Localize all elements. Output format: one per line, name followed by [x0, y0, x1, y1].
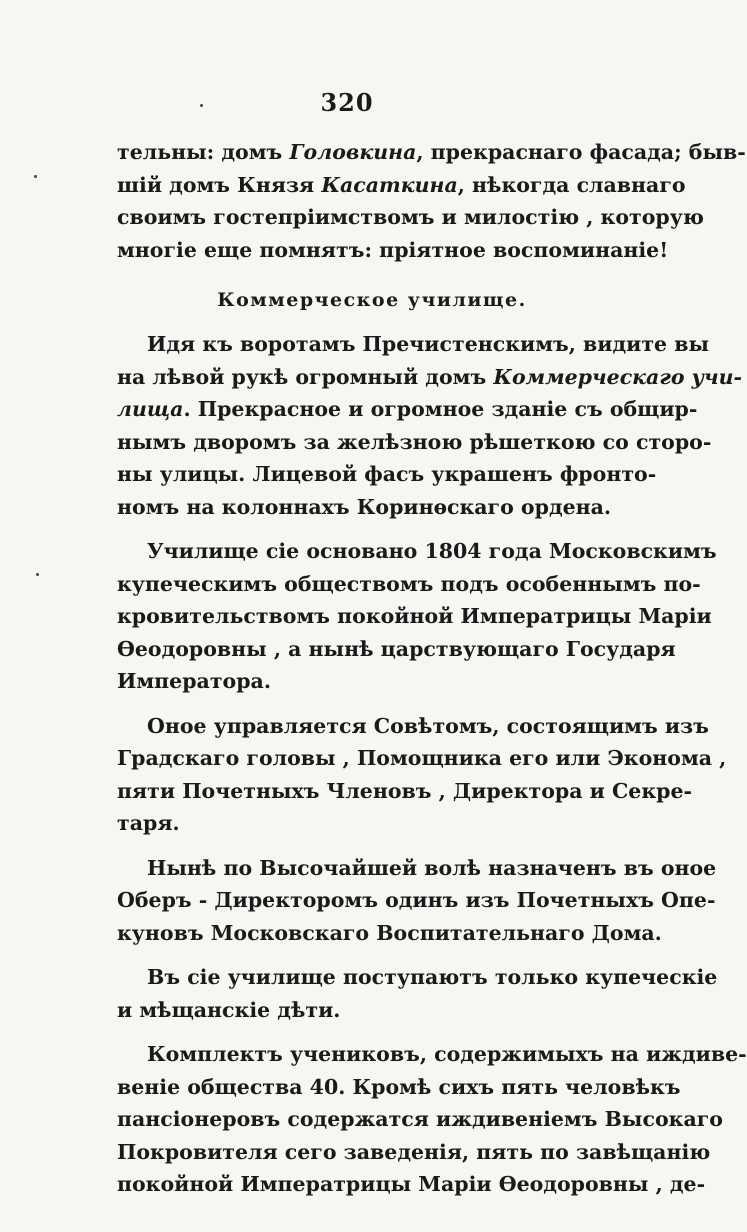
text-line: Градскаго головы , Помощника его или Эконома , — [117, 746, 727, 770]
text-line: купеческимъ обществомъ подъ особеннымъ по- — [117, 571, 701, 596]
text-line: кровительствомъ покойной Императрицы Маріи — [117, 604, 712, 628]
paragraph — [117, 1038, 747, 1201]
text-line: Покровителя сего заведенія, пять по завѣщанію — [117, 1139, 711, 1164]
text-line: Идя къ воротамъ Пречистенскимъ, видите вы — [147, 332, 710, 356]
paragraph-continuation — [117, 136, 746, 266]
text-line: Въ сіе училище поступаютъ только купеческіе — [147, 965, 718, 989]
paragraph — [117, 961, 718, 1026]
paragraph — [117, 328, 743, 523]
text-line: многіе еще помнятъ: пріятное воспоминаніе! — [117, 237, 669, 262]
text-line: тельны: домъ Головкина, прекраснаго фасада; быв- — [117, 140, 746, 164]
section-heading: Коммерческое училище. — [217, 289, 527, 311]
text-line: Нынѣ по Высочайшей волѣ назначенъ въ оное — [147, 855, 717, 880]
print-speck — [36, 573, 39, 576]
text-line: покойной Императрицы Маріи Ѳеодоровны , де- — [117, 1172, 706, 1196]
paragraph — [117, 710, 727, 840]
text-line: своимъ гостепріимствомъ и милостію , которую — [117, 205, 704, 229]
paragraph — [117, 852, 717, 950]
text-line: лища. Прекрасное и огромное зданіе съ общир- — [117, 397, 698, 421]
text-line: таря. — [117, 811, 180, 835]
text-line: на лѣвой рукѣ огромный домъ Коммерческаго учи- — [117, 364, 743, 389]
text-line: Училище сіе основано 1804 года Московскимъ — [147, 539, 717, 563]
print-speck — [34, 175, 37, 178]
text-line: номъ на колоннахъ Коринѳскаго ордена. — [117, 494, 612, 519]
text-line: нымъ дворомъ за желѣзною рѣшеткою со сторо- — [117, 429, 712, 454]
text-line: ны улицы. Лицевой фасъ украшенъ фронто- — [117, 462, 657, 486]
text-line: Оберъ - Директоромъ одинъ изъ Почетныхъ Опе- — [117, 888, 716, 912]
text-line: и мѣщанскіе дѣти. — [117, 997, 341, 1022]
text-line: Ѳеодоровны , а нынѣ царствующаго Государя — [117, 636, 676, 661]
text-line: куновъ Московскаго Воспитательнаго Дома. — [117, 920, 662, 945]
text-line: веніе общества 40. Кромѣ сихъ пять человѣкъ — [117, 1074, 681, 1099]
text-line: Комплектъ учениковъ, содержимыхъ на иждиве- — [147, 1042, 747, 1066]
text-line: Императора. — [117, 669, 271, 693]
text-line: пансіонеровъ содержатся иждивеніемъ Высокаго — [117, 1107, 723, 1131]
page-body — [117, 136, 747, 1201]
page-number: 320 — [320, 88, 374, 117]
text-line: шій домъ Князя Касаткина, нѣкогда славнаго — [117, 172, 686, 197]
text-line: Оное управляется Совѣтомъ, состоящимъ изъ — [147, 713, 709, 738]
text-line: пяти Почетныхъ Членовъ , Директора и Секре- — [117, 778, 693, 803]
paragraph — [117, 535, 717, 698]
